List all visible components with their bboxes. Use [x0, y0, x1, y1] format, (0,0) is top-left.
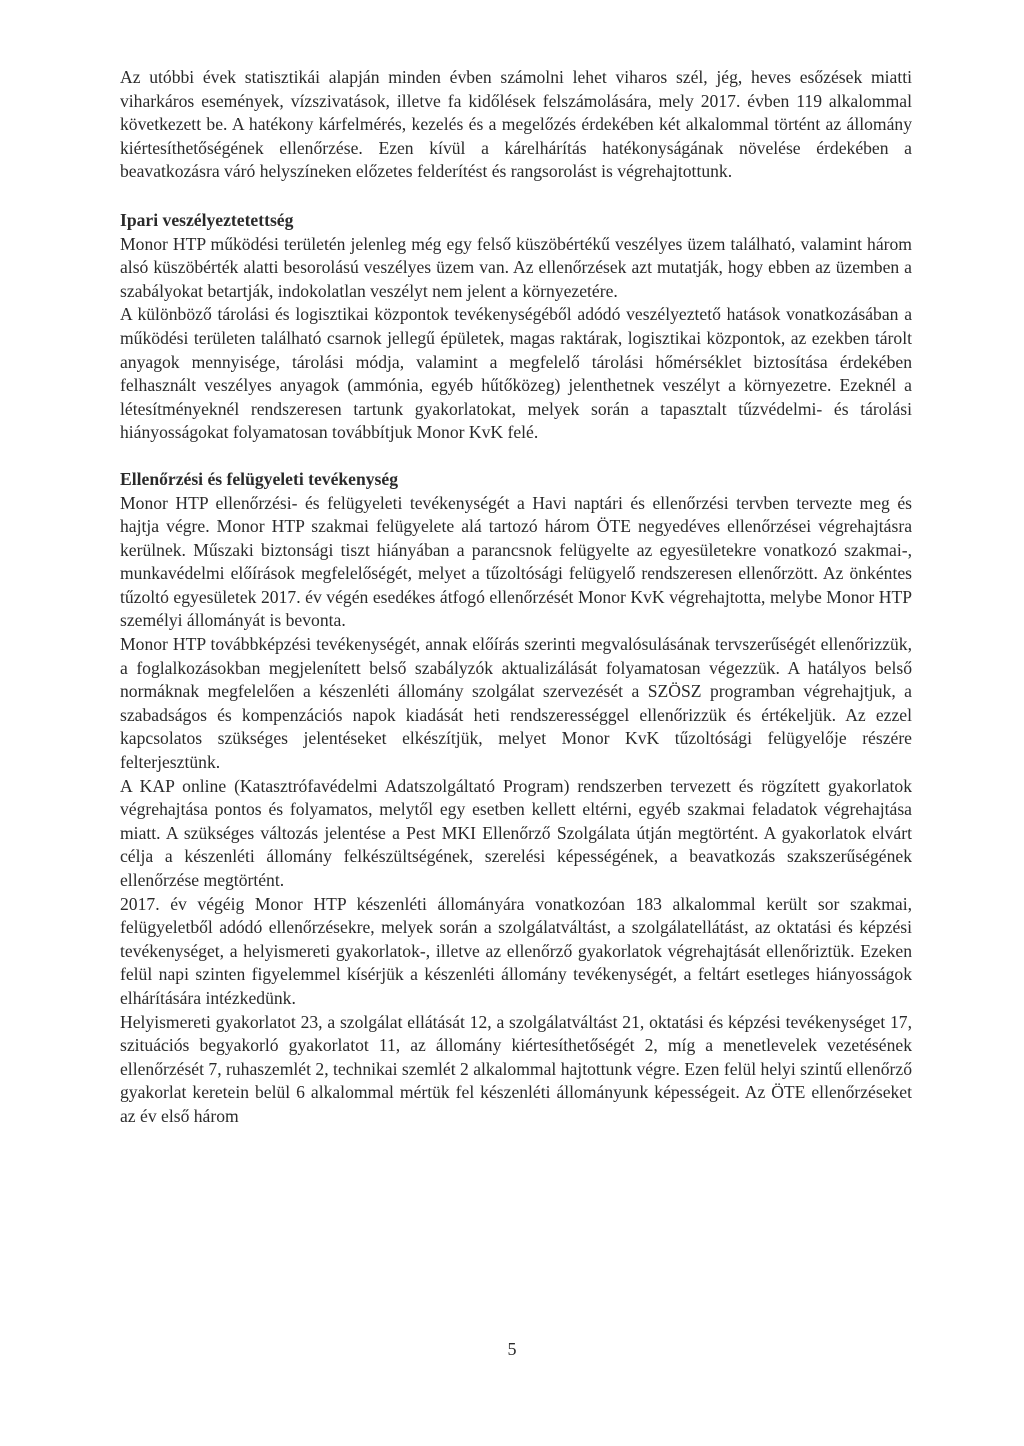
body-paragraph: Helyismereti gyakorlatot 23, a szolgálat ellátását 12, a szolgálatváltást 21, oktatási és képzési tevékenységet 17, szituációs begyakorló gyakorlatot 11, az állomány kiértesíthetőségét 2, míg a menetlevelek vezetésének ellenőrzését 7, ruhaszemlét 2, technikai szemlét 2 alkalommal hajtottunk végre. Ezen felül helyi szintű ellenőrző gyakorlat keretein belül 6 alkalommal mértük fel készenléti állományunk képességeit. Az ÖTE ellenőrzéseket az év első három: [120, 1011, 912, 1126]
body-paragraph: Monor HTP működési területén jelenleg még egy felső küszöbértékű veszélyes üzem található, valamint három alsó küszöbérték alatti besorolású veszélyes üzem van. Az ellenőrzések azt mutatják, hogy ebben az üzemben a szabályokat betartják, indokolatlan veszélyt nem jelent a környezetére.: [120, 233, 912, 301]
section-heading: Ellenőrzési és felügyeleti tevékenység: [120, 468, 399, 489]
industrial-section: [120, 209, 912, 445]
supervision-section: [120, 468, 912, 1129]
body-paragraph: A KAP online (Katasztrófavédelmi Adatszolgáltató Program) rendszerben tervezett és rögzített gyakorlatok végrehajtása pontos és folyamatos, melytől egy esetben kellett eltérni, egyéb szakmai feladatok végrehajtása miatt. A szükséges változás jelentése a Pest MKI Ellenőrző Szolgálata útján megtörtént. A gyakorlatok elvárt célja a készenléti állomány felkészültségének, szerelési képességének, a beavatkozás szakszerűségének ellenőrzése megtörtént.: [120, 775, 912, 890]
body-paragraph: Monor HTP ellenőrzési- és felügyeleti tevékenységét a Havi naptári és ellenőrzési tervben tervezte meg és hajtja végre. Monor HTP szakmai felügyelete alá tartozó három ÖTE negyedéves ellenőrzései végrehajtásra kerülnek. Műszaki biztonsági tiszt hiányában a parancsnok felügyelte az egyesületekre vonatkozó szakmai-, munkavédelmi előírások megfelelőségét, melyet a tűzoltósági felügyelő rendszeresen ellenőrzött. Az önkéntes tűzoltó egyesületek 2017. év végén esedékes átfogó ellenőrzését Monor KvK végrehajtotta, melybe Monor HTP személyi állományát is bevonta.: [120, 492, 912, 631]
document-page: [120, 66, 912, 1129]
intro-paragraph: Az utóbbi évek statisztikái alapján minden évben számolni lehet viharos szél, jég, heves esőzések miatti viharkáros események, vízszivatások, illetve fa kidőlések felszámolására, mely 2017. évben 119 alkalommal következett be. A hatékony kárfelmérés, kezelés és a megelőzés érdekében két alkalommal történt az állomány kiértesíthetőségének ellenőrzése. Ezen kívül a kárelhárítás hatékonyságának növelése érdekében a beavatkozásra váró helyszíneken előzetes felderítést és rangsorolást is végrehajtottunk.: [120, 67, 912, 182]
body-paragraph: A különböző tárolási és logisztikai központok tevékenységéből adódó veszélyeztető hatások vonatkozásában a működési területen található csarnok jellegű épületek, magas raktárak, logisztikai központok, az ezekben tárolt anyagok mennyisége, tárolási módja, valamint a megfelelő tárolási hőmérséklet biztosítása érdekében felhasznált veszélyes anyagok (ammónia, egyéb hűtőközeg) jelenthetnek veszélyt a környezetre. Ezeknél a létesítményeknél rendszeresen tartunk gyakorlatokat, melyek során a tapasztalt tűzvédelmi- és tárolási hiányosságokat folyamatosan továbbítjuk Monor KvK felé.: [120, 304, 912, 443]
body-paragraph: Monor HTP továbbképzési tevékenységét, annak előírás szerinti megvalósulásának tervszerűségét ellenőrizzük, a foglalkozásokban megjelenített belső szabályzók aktualizálását folyamatosan végezzük. A hatályos belső normáknak megfelelően a készenléti állomány szolgálat szervezését a SZÖSZ programban végrehajtjuk, a szabadságos és kompenzációs napok kiadását heti rendszerességgel ellenőrizzük és értékeljük. Az ezzel kapcsolatos szükséges jelentéseket elkészítjük, melyet Monor KvK tűzoltósági felügyelője részére felterjesztünk.: [120, 634, 912, 773]
body-paragraph: 2017. év végéig Monor HTP készenléti állományára vonatkozóan 183 alkalommal került sor szakmai, felügyeletből adódó ellenőrzésekre, melyek során a szolgálatváltást, a szolgálatellátást, az oktatási és képzési tevékenységet, a helyismereti gyakorlatok-, illetve az ellenőrző gyakorlatok végrehajtását ellenőriztük. Ezeken felül napi szinten figyelemmel kísérjük a készenléti állomány tevékenységét, a feltárt esetleges hiányosságok elhárítására intézkedünk.: [120, 893, 912, 1008]
section-heading: Ipari veszélyeztetettség: [120, 209, 294, 230]
page-number: 5: [507, 1339, 517, 1359]
